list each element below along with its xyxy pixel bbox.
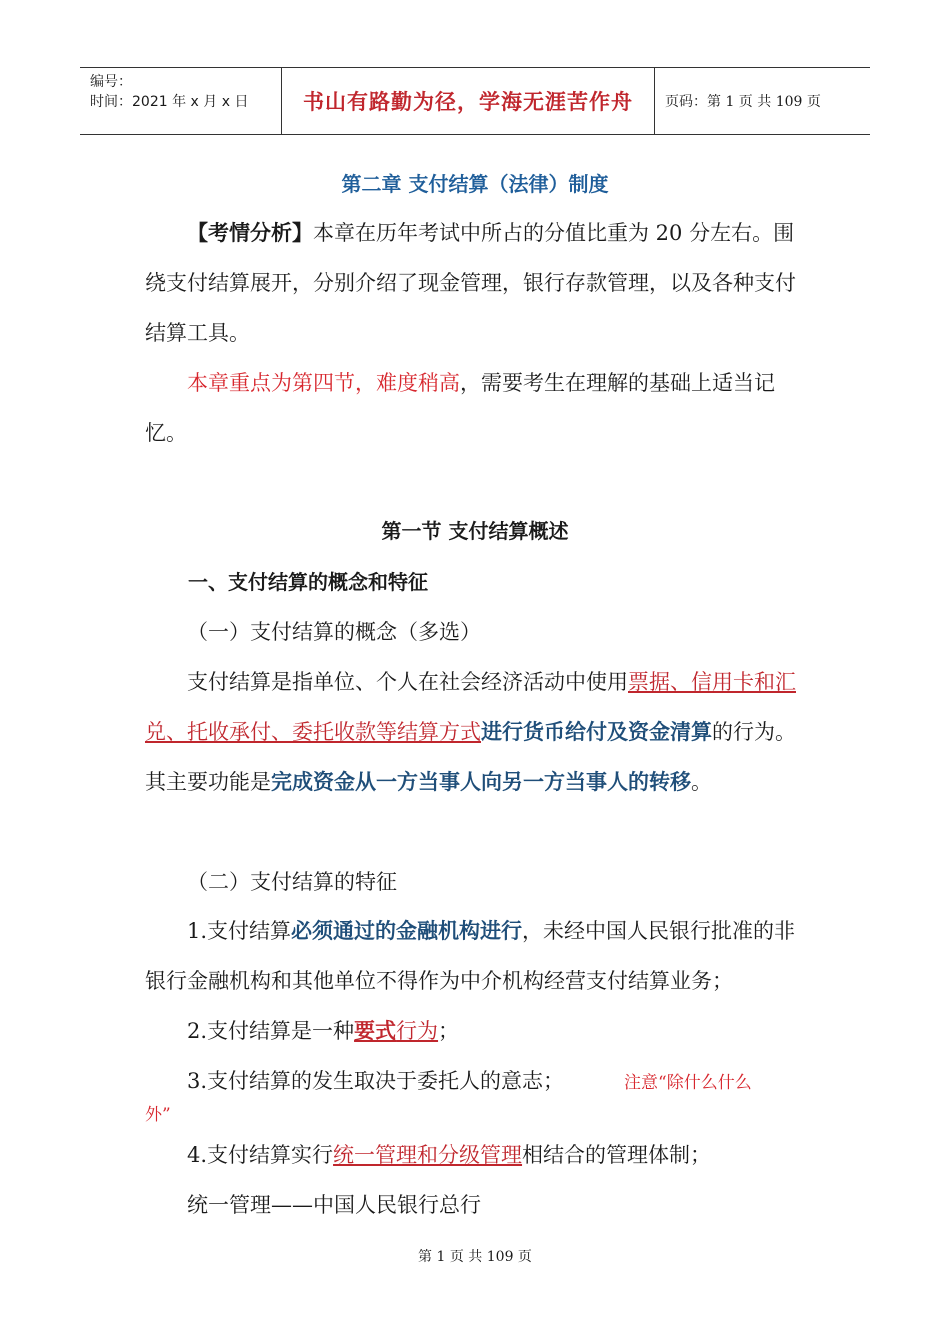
number-label: 编号： — [90, 74, 132, 90]
concept-paragraph — [145, 657, 805, 807]
item3-a: 3.支付结算的发生取决于委托人的意志； — [187, 1069, 565, 1093]
feature-item-4 — [145, 1130, 805, 1180]
item2-b: 要式 — [354, 1019, 397, 1043]
item4-b: 统一管理和分级管理 — [333, 1143, 523, 1167]
feature-item-1 — [145, 906, 805, 1006]
analysis-paragraph — [145, 208, 805, 358]
chapter-title: 第二章 支付结算（法律）制度 — [341, 172, 609, 196]
item2-c: 行为 — [396, 1019, 439, 1043]
concept-p4: 的行为。其主要功能是 — [145, 720, 796, 794]
subheading-concept: （一）支付结算的概念（多选） — [187, 620, 481, 644]
analysis-text: 本章在历年考试中所占的分值比重为 20 分左右。围绕支付结算展开，分别介绍了现金管理，银行存款管理，以及各种支付结算工具。 — [145, 221, 796, 345]
motto: 书山有路勤为径，学海无涯苦作舟 — [282, 68, 655, 134]
unified-management: 统一管理——中国人民银行总行 — [187, 1193, 481, 1217]
heading-1: 一、支付结算的概念和特征 — [188, 570, 428, 594]
item1-c: ，未经中国人民银行批准的非银行金融机构和其他单位不得作为中介机构经营支付结算业务； — [145, 919, 796, 993]
section-title: 第一节 支付结算概述 — [381, 519, 569, 543]
concept-payment: 进行货币给付及资金清算 — [481, 720, 712, 744]
item2-a: 2.支付结算是一种 — [187, 1019, 355, 1043]
concept-p6: 。 — [691, 770, 712, 794]
focus-paragraph — [145, 358, 805, 458]
concept-p1: 支付结算是指单位、个人在社会经济活动中使用 — [187, 670, 628, 694]
date-label: 时间：2021 年 x 月 x 日 — [90, 94, 249, 110]
item1-b: 必须通过的金融机构进行 — [291, 919, 523, 943]
item1-a: 1.支付结算 — [187, 919, 292, 943]
focus-red-text: 本章重点为第四节，难度稍高 — [187, 371, 460, 395]
item4-a: 4.支付结算实行 — [187, 1143, 334, 1167]
page-footer: 第 1 页 共 109 页 — [418, 1249, 532, 1265]
item2-d: ； — [438, 1019, 460, 1043]
feature-item-2 — [145, 1006, 805, 1056]
item3-note-2: 外” — [145, 1105, 171, 1125]
item4-c: 相结合的管理体制； — [522, 1143, 712, 1167]
item3-note-1: 注意“除什么什么 — [624, 1073, 752, 1093]
concept-function: 完成资金从一方当事人向另一方当事人的转移 — [271, 770, 691, 794]
analysis-tag: 【考情分析】 — [187, 221, 313, 245]
subheading-features: （二）支付结算的特征 — [187, 870, 397, 894]
document-header — [80, 67, 870, 135]
focus-rest: ，需要考生在理解的基础上适当记忆。 — [145, 371, 775, 445]
header-meta — [80, 68, 282, 134]
page-info: 页码：第 1 页 共 109 页 — [665, 94, 821, 110]
concept-methods: 票据、信用卡和汇兑、托收承付、委托收款等结算方式 — [145, 670, 796, 744]
